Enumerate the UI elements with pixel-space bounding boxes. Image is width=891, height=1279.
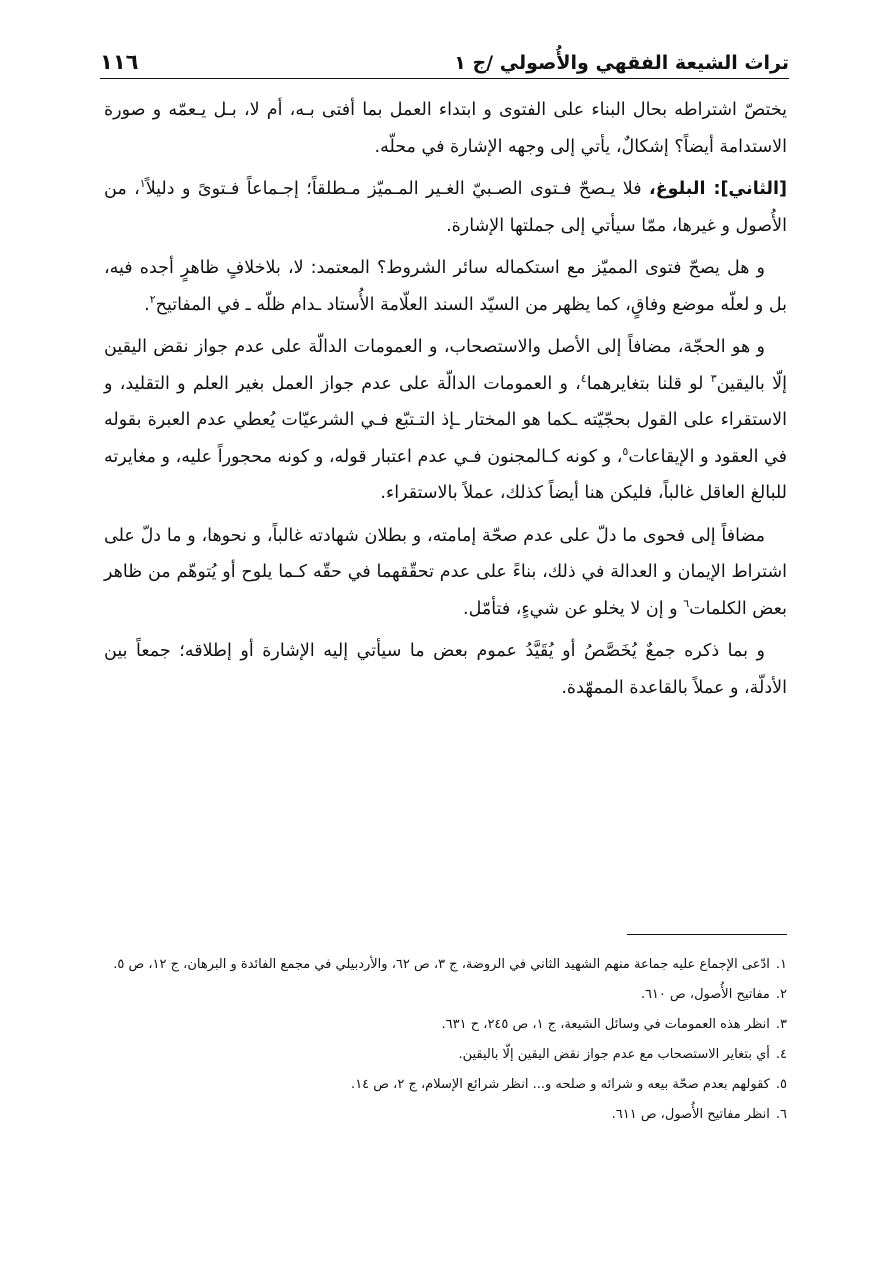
footnote-4 xyxy=(104,1040,787,1070)
footnote-5-text: كقولهم بعدم صحّة بيعه و شرائه و صلحه و... انظر شرائع الإسلام، ج ٢، ص ١٤. xyxy=(351,1077,770,1092)
paragraph-2 xyxy=(104,171,787,244)
header-divider xyxy=(100,78,789,79)
paragraph-4-text-d: ، و كونه كـالمجنون فـي عدم اعتبار قوله، و كونه محجوراً عليه، و مغايرته للبالغ العاقل غالباً، فليكن هنا أيضاً كذلك، عملاً بالاستقراء. xyxy=(104,446,787,503)
paragraph-3-text-b: . xyxy=(144,294,150,315)
footnote-marker-2[interactable]: ٢ xyxy=(149,292,156,306)
main-text xyxy=(104,92,787,712)
footnote-marker-1[interactable]: ١ xyxy=(139,177,146,191)
footnote-3 xyxy=(104,1010,787,1040)
paragraph-1 xyxy=(104,92,787,165)
footnote-3-number: ٣. xyxy=(775,1017,787,1032)
section-heading-puberty: [الثاني]: البلوغ، xyxy=(649,179,787,199)
footnote-divider xyxy=(627,934,787,935)
footnote-marker-6[interactable]: ٦ xyxy=(683,596,690,610)
footnote-5 xyxy=(104,1070,787,1100)
paragraph-6-text: و بما ذكره جمعٌ يُخَصَّصُ أو يُقَيَّدُ عموم بعض ما سيأتي إليه الإشارة أو إطلاقه؛ جمعاً بين الأدلّة، و عملاً بالقاعدة الممهّدة. xyxy=(104,641,787,698)
paragraph-6 xyxy=(104,633,787,706)
footnote-1-number: ١. xyxy=(775,957,787,972)
paragraph-2-text-a: فلا يـصحّ فـتوى الصـبيّ الغـير المـميّز مـطلقاً؛ إجـماعاً فـتوىً و دليلاً xyxy=(145,179,650,199)
paragraph-2-text-b: ، من الأُصول و غيرها، ممّا سيأتي إلى جملتها الإشارة. xyxy=(104,179,787,236)
paragraph-4-text-b: لو قلنا بتغايرهما xyxy=(586,373,711,394)
paragraph-5 xyxy=(104,518,787,628)
footnote-3-text: انظر هذه العمومات في وسائل الشيعة، ج ١، ص ٢٤٥، ح ٦٣١. xyxy=(441,1017,770,1032)
page-number: ١١٦ xyxy=(100,50,139,74)
footnote-2 xyxy=(104,980,787,1010)
footnotes-section xyxy=(104,950,787,1130)
paragraph-1-text: يختصّ اشتراطه بحال البناء على الفتوى و ابتداء العمل بما أفتى بـه، أم لا، بـل يـعمّه و صورة الاستدامة أيضاً؟ إشكالٌ، يأتي إلى وجهه الإشارة في محلّه. xyxy=(104,100,787,157)
footnote-6-number: ٦. xyxy=(775,1107,787,1122)
footnote-1-text: ادّعى الإجماع عليه جماعة منهم الشهيد الثاني في الروضة، ج ٣، ص ٦٢، والأردبيلي في مجمع الفائدة و البرهان، ج ١٢، ص ٥. xyxy=(113,957,770,972)
footnote-1 xyxy=(104,950,787,980)
paragraph-4-text-a: و هو الحجّة، مضافاً إلى الأصل والاستصحاب، و العمومات الدالّة على عدم جواز نقض اليقين إلّا باليقين xyxy=(104,337,787,394)
header-title: تراث الشيعة الفقهي والأُصولي /ج ١ xyxy=(454,52,789,74)
footnote-5-number: ٥. xyxy=(775,1077,787,1092)
footnote-6-text: انظر مفاتيح الأُصول، ص ٦١١. xyxy=(611,1107,770,1122)
footnote-marker-3[interactable]: ٣ xyxy=(710,371,717,385)
paragraph-3-text-a: و هل يصحّ فتوى المميّز مع استكماله سائر الشروط؟ المعتمد: لا، بلاخلافٍ ظاهرٍ أجده فيه، بل و لعلّه موضع وفاقٍ، كما يظهر من السيّد السند العلّامة الأُستاد ـدام ظلّه ـ في المفاتيح xyxy=(104,258,787,315)
footnote-2-text: مفاتيح الأُصول، ص ٦١٠. xyxy=(640,987,770,1002)
footnote-4-text: أي بتغاير الاستصحاب مع عدم جواز نقض اليقين إلّا باليقين. xyxy=(458,1047,770,1062)
paragraph-5-text-a: مضافاً إلى فحوى ما دلّ على عدم صحّة إمامته، و بطلان شهادته غالباً، و نحوها، و ما دلّ على اشتراط الإيمان و العدالة في ذلك، بناءً على عدم تحقّقهما في حقّه كـما يلوح أو يُتوهّم من ظاهر بعض الكلمات xyxy=(104,525,787,619)
paragraph-4 xyxy=(104,329,787,512)
paragraph-5-text-b: و إن لا يخلو عن شيءٍ، فتأمّل. xyxy=(463,598,684,619)
paragraph-4-text-c: ، و العمومات الدالّة على عدم جواز العمل بغير العلم و التقليد، و الاستقراء على القول بحجّيّته ـكما هو المختار ـإذ التـتبّع فـي الشرعيّات يُعطي عدم العبرة بقوله في العقود و الإيقاعات xyxy=(104,373,787,467)
footnote-2-number: ٢. xyxy=(775,987,787,1002)
paragraph-3 xyxy=(104,250,787,323)
footnote-marker-4[interactable]: ٤ xyxy=(580,371,587,385)
footnote-marker-5[interactable]: ٥ xyxy=(622,444,629,458)
footnote-4-number: ٤. xyxy=(775,1047,787,1062)
running-header xyxy=(100,34,789,74)
footnote-6 xyxy=(104,1100,787,1130)
